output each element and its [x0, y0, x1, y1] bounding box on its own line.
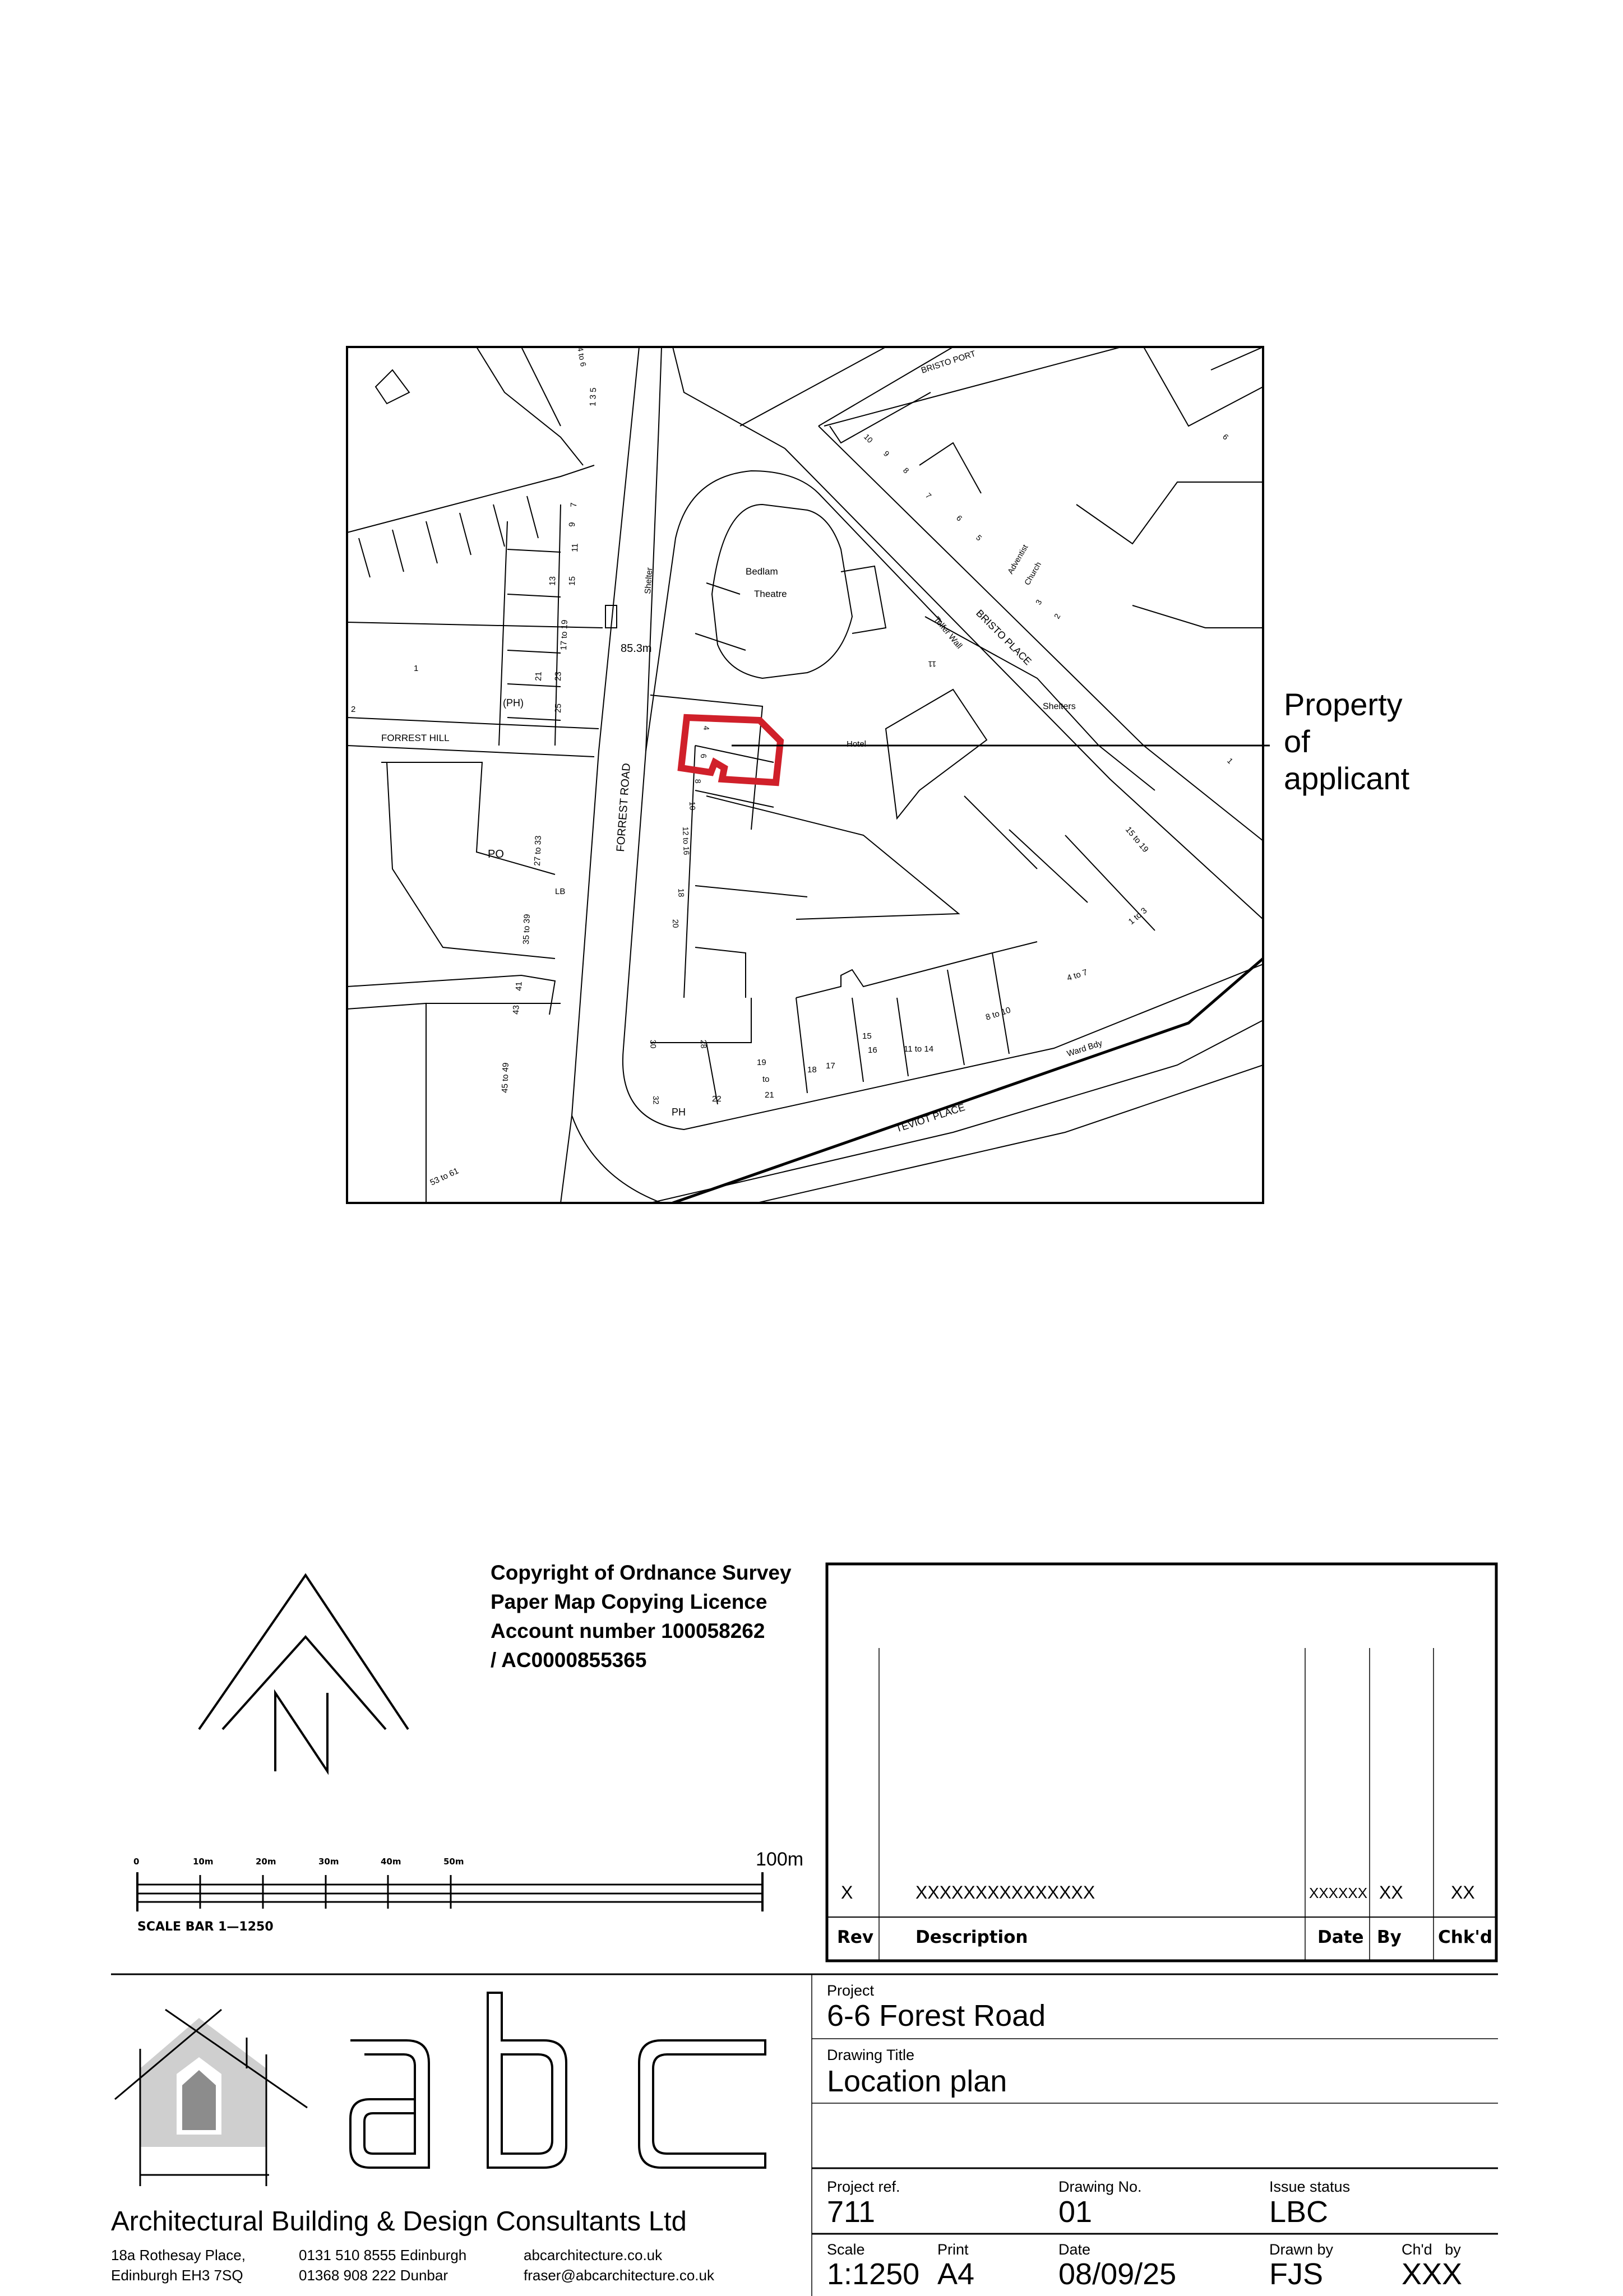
label-number: 27 to 33 — [533, 835, 543, 867]
label-number: 5 — [974, 533, 984, 543]
company-address — [111, 2245, 246, 2285]
abc-logo — [115, 1993, 765, 2186]
label-number: 7 — [923, 490, 933, 501]
date-cell: XXXXXX — [1309, 1885, 1368, 1901]
label-number: 11 — [928, 660, 936, 669]
label-ward-bdy: Ward Bdy — [1065, 1038, 1104, 1059]
copyright-line: / AC0000855365 — [491, 1649, 647, 1672]
label-church: Church — [1022, 560, 1043, 587]
checked-label — [1402, 2241, 1461, 2258]
callout-property-of-applicant — [1284, 686, 1409, 797]
date-value: 08/09/25 — [1058, 2257, 1177, 2291]
address-line: Edinburgh EH3 7SQ — [111, 2267, 243, 2284]
label-lb: LB — [555, 887, 566, 896]
label-shelter: Shelter — [643, 567, 655, 595]
label-number: 13 — [548, 576, 558, 586]
location-map — [347, 346, 1270, 1203]
by-label: by — [1445, 2241, 1461, 2258]
print-label: Print — [937, 2241, 969, 2258]
label-number: 21 — [765, 1090, 774, 1100]
phone-line: 0131 510 8555 Edinburgh — [299, 2247, 467, 2263]
logo-house-icon — [115, 2010, 307, 2186]
label-spot-height: 85.3m — [621, 642, 652, 655]
project-value: 6-6 Forest Road — [827, 1999, 1046, 2033]
drawing-title-value: Location plan — [827, 2064, 1007, 2098]
label-number: 45 to 49 — [500, 1062, 511, 1094]
label-number: 25 — [553, 703, 563, 714]
scale-bar — [137, 1872, 762, 1911]
issue-status-label: Issue status — [1269, 2178, 1351, 2195]
label-shelters: Shelters — [1043, 702, 1076, 711]
label-number: 6 — [699, 753, 709, 758]
project-ref-value: 711 — [827, 2195, 876, 2229]
label-number: 6 — [954, 513, 964, 523]
label-po: PO — [488, 848, 504, 860]
callout-line: of — [1284, 724, 1310, 759]
scale-end-label: 100m — [756, 1849, 804, 1870]
chkd-header: Chk'd — [1438, 1927, 1493, 1947]
label-number: 17 to 19 — [559, 619, 570, 651]
label-number: 41 — [514, 981, 524, 992]
print-value: A4 — [937, 2257, 975, 2291]
checked-value: XXX — [1402, 2257, 1463, 2291]
label-bristo-place: BRISTO PLACE — [974, 607, 1034, 668]
copyright-line: Copyright of Ordnance Survey — [491, 1561, 792, 1584]
label-number: 8 — [901, 465, 911, 475]
label-bristo-port: BRISTO PORT — [919, 349, 977, 376]
label-number: 8 — [693, 779, 703, 784]
label-number: 11 to 14 — [904, 1044, 934, 1054]
label-number: 43 — [511, 1004, 521, 1015]
project-ref-label: Project ref. — [827, 2178, 900, 2195]
scale-tick-label: 10m — [193, 1857, 214, 1867]
north-arrow — [199, 1575, 408, 1771]
company-name: Architectural Building & Design Consultants Ltd — [111, 2206, 687, 2237]
website-link[interactable]: abcarchitecture.co.uk — [524, 2247, 663, 2263]
logo-abc-letters — [350, 1993, 765, 2168]
label-number: 15 — [567, 576, 577, 586]
chd-label: Ch'd — [1402, 2241, 1432, 2258]
label-number: 11 — [570, 543, 580, 553]
date-label: Date — [1058, 2241, 1091, 2258]
label-number: 18 — [807, 1065, 817, 1075]
label-number: 8 to 10 — [984, 1005, 1012, 1022]
drawing-title-label: Drawing Title — [827, 2047, 915, 2063]
rev-header: Rev — [837, 1927, 874, 1947]
issue-status-value: LBC — [1269, 2195, 1329, 2229]
north-arrow-inner-chevron — [223, 1637, 386, 1729]
label-number: 16 — [868, 1045, 877, 1055]
company-phones — [299, 2245, 466, 2285]
copyright-line: Paper Map Copying Licence — [491, 1590, 767, 1613]
callout-line: Property — [1284, 687, 1403, 722]
label-ph-lower: PH — [672, 1107, 686, 1118]
label-number: 18 — [677, 888, 686, 897]
label-number: 4 to 6 — [576, 346, 588, 368]
label-teviot-place: TEVIOT PLACE — [894, 1101, 967, 1135]
label-number: 21 — [534, 671, 544, 682]
label-number: 15 to 19 — [1123, 825, 1150, 855]
label-number: 2 — [351, 705, 356, 714]
label-number: 19 — [757, 1058, 766, 1067]
label-number: 28 — [699, 1039, 709, 1049]
email-link[interactable]: fraser@abcarchitecture.co.uk — [524, 2267, 714, 2284]
copyright-line: Account number 100058262 — [491, 1619, 765, 1642]
project-label: Project — [827, 1982, 875, 1999]
label-number: 23 — [553, 671, 563, 682]
label-ph-upper: (PH) — [503, 697, 524, 709]
scale-value: 1:1250 — [827, 2257, 920, 2291]
label-number: 20 — [671, 919, 681, 928]
label-number: 9 — [881, 448, 891, 459]
label-number: 3 — [1033, 598, 1044, 607]
label-number: 7 — [569, 502, 579, 508]
north-letter-n — [275, 1693, 327, 1771]
description-cell: XXXXXXXXXXXXXXX — [915, 1882, 1095, 1902]
drawing-no-label: Drawing No. — [1058, 2178, 1142, 2195]
label-number: 1 — [414, 664, 419, 673]
scale-tick-label: 20m — [256, 1857, 276, 1867]
description-header: Description — [915, 1927, 1028, 1947]
by-cell: XX — [1379, 1882, 1403, 1902]
label-number: 1 to 3 — [1126, 905, 1149, 927]
phone-line: 01368 908 222 Dunbar — [299, 2267, 448, 2284]
scale-label: Scale — [827, 2241, 865, 2258]
date-header: Date — [1317, 1927, 1364, 1947]
scale-tick-label: 50m — [443, 1857, 464, 1867]
label-number: 53 to 61 — [428, 1166, 460, 1188]
label-number: 1 — [1225, 756, 1235, 766]
rev-cell: X — [841, 1882, 853, 1902]
drawn-by-label: Drawn by — [1269, 2241, 1334, 2258]
label-hotel: Hotel — [847, 739, 867, 749]
north-arrow-outer-chevron — [199, 1575, 408, 1729]
drawn-by-value: FJS — [1269, 2257, 1324, 2291]
label-theatre: Theatre — [754, 589, 787, 599]
label-number: 17 — [826, 1061, 835, 1071]
label-number: 1 3 5 — [588, 387, 599, 407]
label-number: 2 — [1052, 612, 1062, 621]
scale-tick-label: 30m — [318, 1857, 339, 1867]
label-number: 35 to 39 — [521, 914, 532, 945]
label-number: 15 — [862, 1031, 872, 1041]
scale-tick-label: 40m — [381, 1857, 401, 1867]
address-line: 18a Rothesay Place, — [111, 2247, 246, 2263]
by-header: By — [1377, 1927, 1402, 1947]
scale-bar-caption: SCALE BAR 1—1250 — [137, 1920, 274, 1934]
label-number: 32 — [651, 1095, 661, 1105]
label-bedlam: Bedlam — [746, 566, 778, 577]
label-number: to — [762, 1075, 770, 1084]
label-number: 10 — [862, 432, 875, 445]
label-number: 22 — [712, 1094, 722, 1104]
label-number: 4 — [702, 725, 711, 730]
label-forrest-road: FORREST ROAD — [614, 762, 634, 853]
label-adventist: Adventist — [1005, 543, 1030, 576]
label-number: 4 to 7 — [1065, 968, 1089, 983]
callout-line: applicant — [1284, 761, 1410, 796]
label-number: 10 — [688, 801, 697, 811]
label-number: 6 — [1220, 432, 1231, 442]
copyright-notice — [491, 1558, 792, 1675]
chkd-cell: XX — [1451, 1882, 1475, 1902]
company-contact — [524, 2245, 714, 2285]
drawing-no-value: 01 — [1058, 2195, 1093, 2229]
label-telfer-wall: Telfer Wall — [931, 614, 964, 651]
label-number: 9 — [567, 522, 577, 527]
scale-tick-label: 0 — [133, 1857, 140, 1867]
label-number: 12 to 16 — [681, 826, 691, 855]
label-forrest-hill: FORREST HILL — [381, 733, 450, 743]
label-number: 30 — [649, 1039, 658, 1049]
